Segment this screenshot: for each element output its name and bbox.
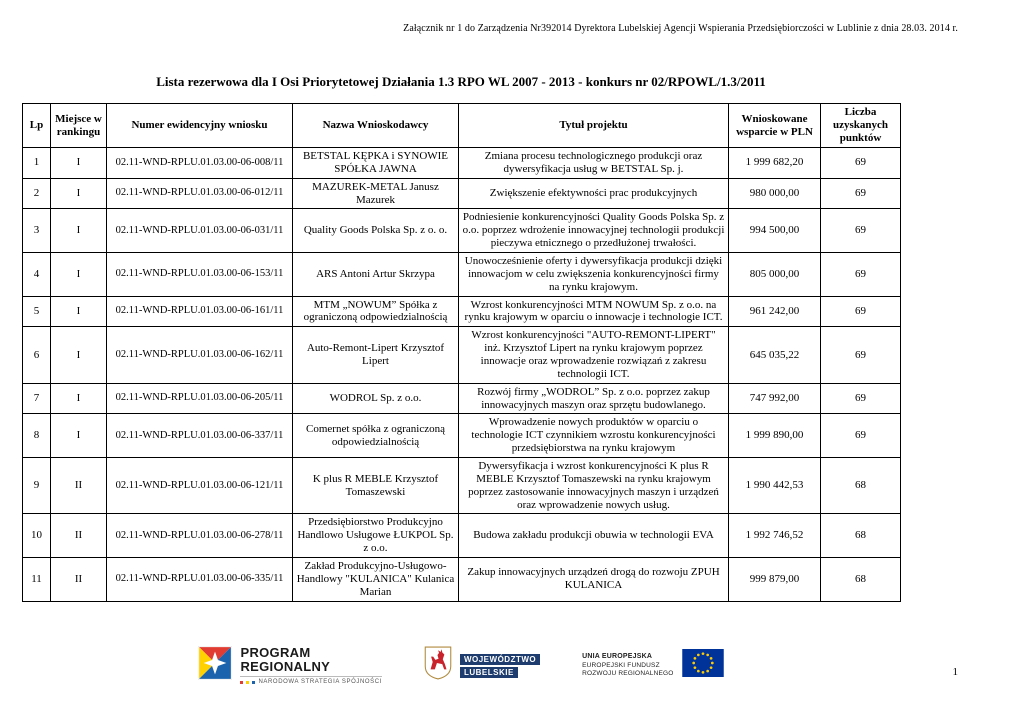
cell-amount: 980 000,00	[729, 178, 821, 209]
cell-rank: II	[51, 458, 107, 514]
cell-applicant: Przedsiębiorstwo Produkcyjno Handlowo Usługowe ŁUKPOL Sp. z o.o.	[293, 514, 459, 558]
cell-number: 02.11-WND-RPLU.01.03.00-06-012/11	[107, 178, 293, 209]
yellow-dot-icon	[246, 681, 249, 684]
column-header: Miejsce w rankingu	[51, 104, 107, 148]
cell-applicant: Quality Goods Polska Sp. z o. o.	[293, 209, 459, 253]
lubelskie-logo-text	[460, 654, 540, 678]
cell-rank: I	[51, 414, 107, 458]
column-header: Lp	[23, 104, 51, 148]
cell-rank: I	[51, 209, 107, 253]
cell-lp: 6	[23, 327, 51, 383]
cell-lp: 3	[23, 209, 51, 253]
footer-logos	[22, 646, 900, 685]
page-number: 1	[952, 666, 958, 678]
cell-applicant: Comernet spółka z ograniczoną odpowiedzialnością	[293, 414, 459, 458]
cell-number: 02.11-WND-RPLU.01.03.00-06-153/11	[107, 253, 293, 297]
table-row	[23, 458, 901, 514]
nss-tagline-label: NARODOWA STRATEGIA SPÓJNOŚCI	[258, 679, 382, 686]
cell-number: 02.11-WND-RPLU.01.03.00-06-335/11	[107, 558, 293, 602]
cell-amount: 1 990 442,53	[729, 458, 821, 514]
wojewodztwo-label: WOJEWÓDZTWO	[460, 654, 540, 665]
header-note: Załącznik nr 1 do Zarządzenia Nr392014 Dyrektora Lubelskiej Agencji Wspierania Przedsiębiorczości w Lublinie z dnia 28.03. 2014 r.	[403, 23, 958, 34]
cell-number: 02.11-WND-RPLU.01.03.00-06-031/11	[107, 209, 293, 253]
cell-points: 69	[821, 327, 901, 383]
cell-lp: 1	[23, 148, 51, 179]
cell-points: 68	[821, 558, 901, 602]
unia-europejska-label: UNIA EUROPEJSKA	[582, 653, 653, 661]
cell-lp: 4	[23, 253, 51, 297]
column-header: Tytuł projektu	[459, 104, 729, 148]
cell-points: 69	[821, 253, 901, 297]
cell-applicant: BETSTAL KĘPKA i SYNOWIE SPÓŁKA JAWNA	[293, 148, 459, 179]
cell-title: Dywersyfikacja i wzrost konkurencyjności K plus R MEBLE Krzysztof Tomaszewski na rynku krajowym poprzez zastosowanie innowacyjnych maszyn i urządzeń oraz wprowadzenie nowych usług.	[459, 458, 729, 514]
cell-title: Podniesienie konkurencyjności Quality Goods Polska Sp. z o.o. poprzez wdrożenie innowacyjnej technologii produkcji pieczywa etnicznego o przedłużonej trwałości.	[459, 209, 729, 253]
cell-lp: 9	[23, 458, 51, 514]
logo-program-regionalny	[198, 646, 381, 685]
cell-amount: 747 992,00	[729, 383, 821, 414]
nss-logo-text	[240, 646, 381, 685]
cell-number: 02.11-WND-RPLU.01.03.00-06-121/11	[107, 458, 293, 514]
cell-amount: 1 999 682,20	[729, 148, 821, 179]
cell-number: 02.11-WND-RPLU.01.03.00-06-162/11	[107, 327, 293, 383]
ue-rozwoj-label: ROZWOJU REGIONALNEGO	[582, 670, 674, 678]
cell-rank: I	[51, 253, 107, 297]
cell-lp: 2	[23, 178, 51, 209]
logo-wojewodztwo-lubelskie	[424, 646, 540, 685]
ue-logo-text	[582, 652, 673, 679]
cell-applicant: K plus R MEBLE Krzysztof Tomaszewski	[293, 458, 459, 514]
cell-points: 69	[821, 414, 901, 458]
table-header-row	[23, 104, 901, 148]
cell-number: 02.11-WND-RPLU.01.03.00-06-278/11	[107, 514, 293, 558]
red-dot-icon	[240, 681, 243, 684]
cell-rank: I	[51, 148, 107, 179]
cell-title: Unowocześnienie oferty i dywersyfikacja produkcji dzięki innowacjom w celu zwiększenia konkurencyjności firmy na rynku krajowym.	[459, 253, 729, 297]
table-row	[23, 514, 901, 558]
reserve-list-table	[22, 103, 901, 602]
cell-title: Wprowadzenie nowych produktów w oparciu o technologie ICT czynnikiem wzrostu konkurencyjności przedsiębiorstwa na rynku krajowym	[459, 414, 729, 458]
blue-dot-icon	[252, 681, 255, 684]
table-row	[23, 178, 901, 209]
cell-lp: 10	[23, 514, 51, 558]
cell-amount: 994 500,00	[729, 209, 821, 253]
cell-title: Wzrost konkurencyjności "AUTO-REMONT-LIPERT" inż. Krzysztof Lipert na rynku krajowym poprzez innowacje oraz wprowadzenie rozwiązań z zakresu technologii ICT.	[459, 327, 729, 383]
column-header: Liczba uzyskanych punktów	[821, 104, 901, 148]
cell-rank: I	[51, 296, 107, 327]
cell-amount: 1 992 746,52	[729, 514, 821, 558]
cell-applicant: WODROL Sp. z o.o.	[293, 383, 459, 414]
eu-flag-icon	[682, 649, 724, 682]
cell-lp: 7	[23, 383, 51, 414]
cell-number: 02.11-WND-RPLU.01.03.00-06-337/11	[107, 414, 293, 458]
cell-rank: II	[51, 514, 107, 558]
lubelskie-crest-icon	[424, 646, 452, 685]
cell-applicant: MTM „NOWUM” Spółka z ograniczoną odpowiedzialnością	[293, 296, 459, 327]
cell-amount: 645 035,22	[729, 327, 821, 383]
nss-program-label: PROGRAM	[240, 645, 311, 660]
cell-rank: I	[51, 383, 107, 414]
cell-lp: 8	[23, 414, 51, 458]
cell-points: 69	[821, 383, 901, 414]
table-row	[23, 296, 901, 327]
table-row	[23, 148, 901, 179]
cell-lp: 5	[23, 296, 51, 327]
cell-applicant: Auto-Remont-Lipert Krzysztof Lipert	[293, 327, 459, 383]
lubelskie-label: LUBELSKIE	[460, 667, 518, 678]
cell-amount: 961 242,00	[729, 296, 821, 327]
cell-points: 69	[821, 148, 901, 179]
cell-title: Budowa zakładu produkcji obuwia w technologii EVA	[459, 514, 729, 558]
cell-title: Zakup innowacyjnych urządzeń drogą do rozwoju ZPUH KULANICA	[459, 558, 729, 602]
cell-amount: 999 879,00	[729, 558, 821, 602]
cell-rank: I	[51, 178, 107, 209]
page-title: Lista rezerwowa dla I Osi Priorytetowej Działania 1.3 RPO WL 2007 - 2013 - konkurs nr 02/RPOWL/1.3/2011	[156, 74, 766, 89]
column-header: Wnioskowane wsparcie w PLN	[729, 104, 821, 148]
cell-lp: 11	[23, 558, 51, 602]
cell-number: 02.11-WND-RPLU.01.03.00-06-008/11	[107, 148, 293, 179]
ue-fundusz-label: EUROPEJSKI FUNDUSZ	[582, 661, 660, 669]
cell-amount: 1 999 890,00	[729, 414, 821, 458]
cell-rank: II	[51, 558, 107, 602]
cell-number: 02.11-WND-RPLU.01.03.00-06-161/11	[107, 296, 293, 327]
table-row	[23, 209, 901, 253]
table-row	[23, 327, 901, 383]
nss-regionalny-label: REGIONALNY	[240, 658, 331, 674]
nss-logo-icon	[198, 646, 232, 685]
cell-number: 02.11-WND-RPLU.01.03.00-06-205/11	[107, 383, 293, 414]
cell-applicant: ARS Antoni Artur Skrzypa	[293, 253, 459, 297]
cell-title: Zwiększenie efektywności prac produkcyjnych	[459, 178, 729, 209]
cell-points: 69	[821, 178, 901, 209]
cell-points: 68	[821, 458, 901, 514]
table-row	[23, 558, 901, 602]
cell-applicant: MAZUREK-METAL Janusz Mazurek	[293, 178, 459, 209]
table-row	[23, 253, 901, 297]
cell-points: 69	[821, 209, 901, 253]
cell-title: Wzrost konkurencyjności MTM NOWUM Sp. z o.o. na rynku krajowym w oparciu o innowacje i technologie ICT.	[459, 296, 729, 327]
column-header: Nazwa Wnioskodawcy	[293, 104, 459, 148]
cell-title: Rozwój firmy „WODROL” Sp. z o.o. poprzez zakup innowacyjnych maszyn oraz sprzętu budowlanego.	[459, 383, 729, 414]
cell-rank: I	[51, 327, 107, 383]
column-header: Numer ewidencyjny wniosku	[107, 104, 293, 148]
cell-amount: 805 000,00	[729, 253, 821, 297]
cell-applicant: Zakład Produkcyjno-Usługowo-Handlowy "KULANICA" Kulanica Marian	[293, 558, 459, 602]
table-body	[23, 148, 901, 602]
nss-tagline	[240, 676, 381, 685]
cell-points: 69	[821, 296, 901, 327]
logo-unia-europejska	[582, 649, 723, 682]
table-row	[23, 414, 901, 458]
cell-points: 68	[821, 514, 901, 558]
cell-title: Zmiana procesu technologicznego produkcji oraz dywersyfikacja usług w BETSTAL Sp. j.	[459, 148, 729, 179]
table-row	[23, 383, 901, 414]
